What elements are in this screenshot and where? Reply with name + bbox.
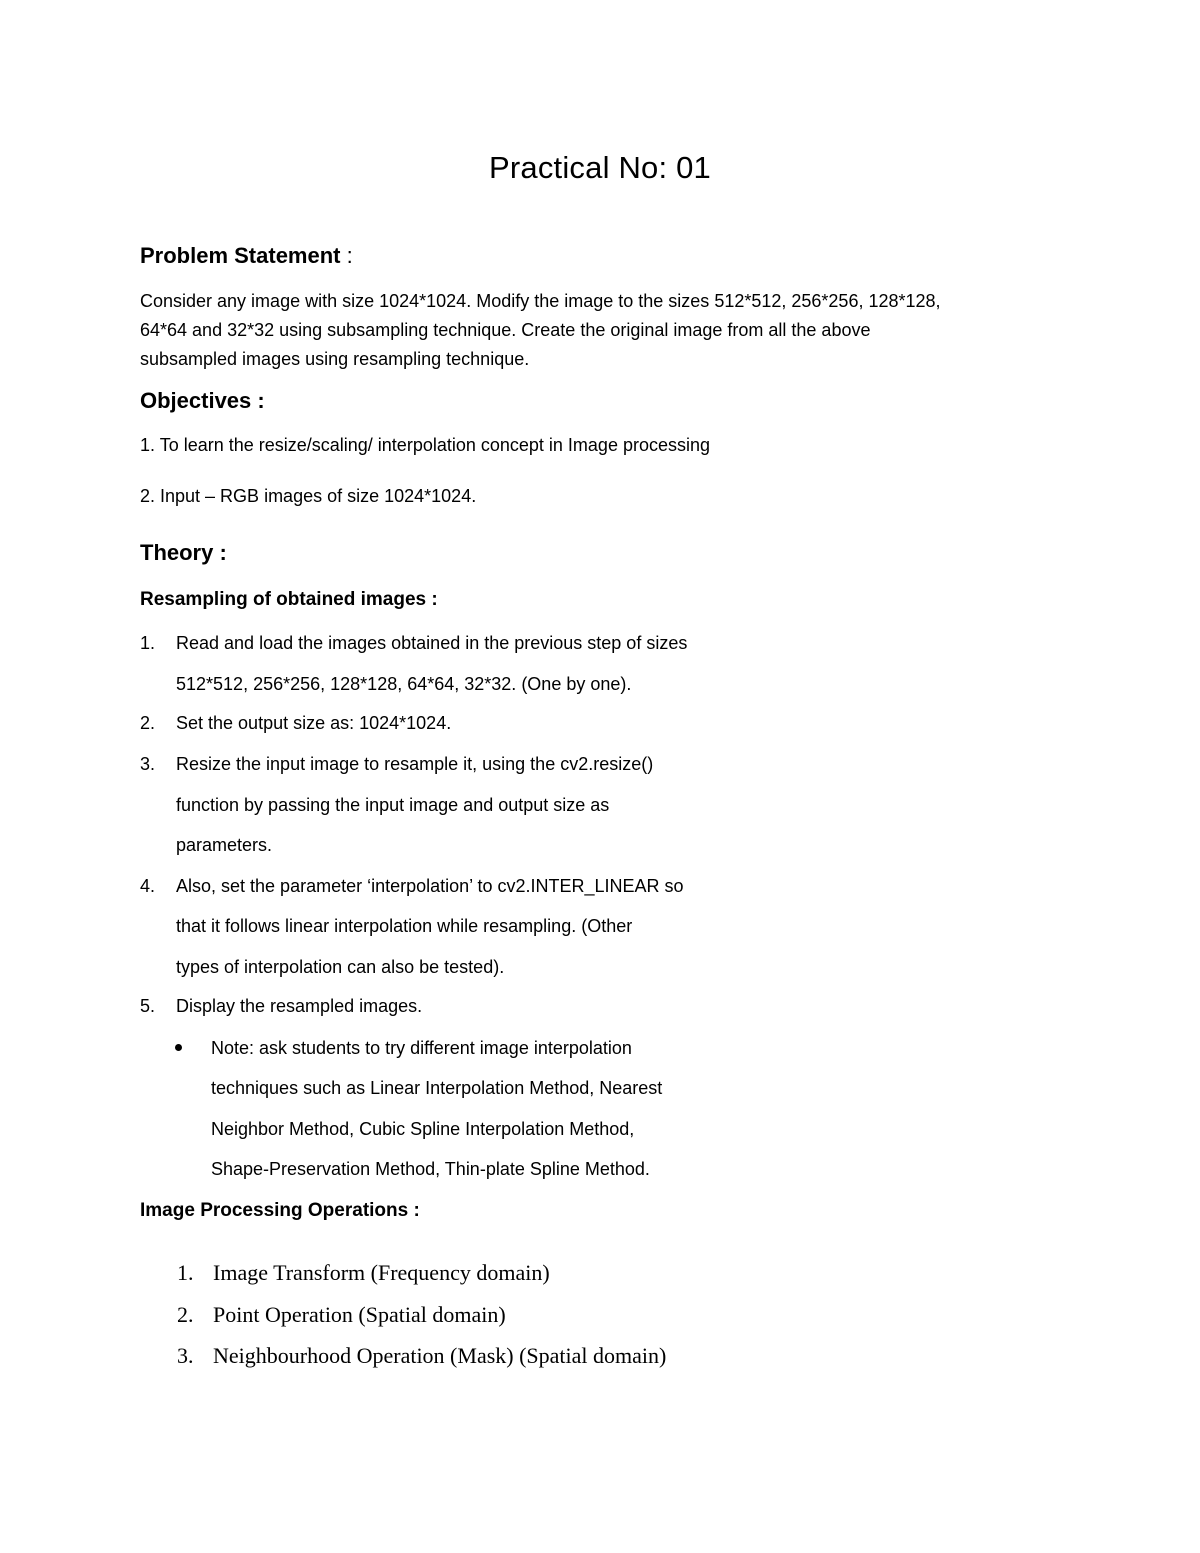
operation-number: 2. bbox=[177, 1302, 194, 1327]
operation-number: 1. bbox=[177, 1260, 194, 1285]
step-number: 2. bbox=[140, 713, 156, 733]
problem-line-3: subsampled images using resampling technique. bbox=[140, 349, 530, 369]
problem-statement-heading: Problem Statement : bbox=[140, 243, 353, 268]
note-line: Neighbor Method, Cubic Spline Interpolation Method, bbox=[211, 1119, 635, 1139]
step-line: function by passing the input image and output size as bbox=[176, 795, 610, 815]
operation-item: Point Operation (Spatial domain) bbox=[213, 1302, 506, 1327]
step-line: Read and load the images obtained in the previous step of sizes bbox=[176, 633, 688, 653]
step-number: 3. bbox=[140, 754, 156, 774]
operation-number: 3. bbox=[177, 1343, 194, 1368]
objective-item-2: 2. Input – RGB images of size 1024*1024. bbox=[140, 486, 477, 506]
step-number: 5. bbox=[140, 996, 156, 1016]
step-line: Also, set the parameter ‘interpolation’ to cv2.INTER_LINEAR so bbox=[176, 876, 684, 896]
theory-heading: Theory : bbox=[140, 540, 227, 565]
operation-item: Neighbourhood Operation (Mask) (Spatial domain) bbox=[213, 1343, 667, 1368]
step-number: 4. bbox=[140, 876, 156, 896]
page-title: Practical No: 01 bbox=[488, 150, 712, 185]
step-number: 1. bbox=[140, 633, 156, 653]
resampling-subheading: Resampling of obtained images : bbox=[140, 589, 438, 610]
problem-line-2: 64*64 and 32*32 using subsampling technique. Create the original image from all the above bbox=[140, 320, 871, 340]
step-line: that it follows linear interpolation while resampling. (Other bbox=[176, 916, 633, 936]
step-line: parameters. bbox=[176, 835, 273, 855]
operations-heading: Image Processing Operations : bbox=[140, 1200, 420, 1221]
step-line: Resize the input image to resample it, using the cv2.resize() bbox=[176, 754, 654, 774]
objective-item-1: 1. To learn the resize/scaling/ interpolation concept in Image processing bbox=[140, 435, 710, 455]
step-line: 512*512, 256*256, 128*128, 64*64, 32*32. (One by one). bbox=[176, 674, 632, 694]
note-line: techniques such as Linear Interpolation Method, Nearest bbox=[211, 1078, 663, 1098]
bullet-icon bbox=[173, 1042, 185, 1054]
step-line: Set the output size as: 1024*1024. bbox=[176, 713, 452, 733]
note-line: Shape-Preservation Method, Thin-plate Spline Method. bbox=[211, 1159, 650, 1179]
step-line: types of interpolation can also be tested). bbox=[176, 957, 505, 977]
note-line: Note: ask students to try different image interpolation bbox=[211, 1038, 632, 1058]
operation-item: Image Transform (Frequency domain) bbox=[213, 1260, 550, 1285]
objectives-heading: Objectives : bbox=[140, 388, 265, 413]
step-line: Display the resampled images. bbox=[176, 996, 423, 1016]
problem-line-1: Consider any image with size 1024*1024. Modify the image to the sizes 512*512, 256*256, 128*128, bbox=[140, 291, 941, 311]
